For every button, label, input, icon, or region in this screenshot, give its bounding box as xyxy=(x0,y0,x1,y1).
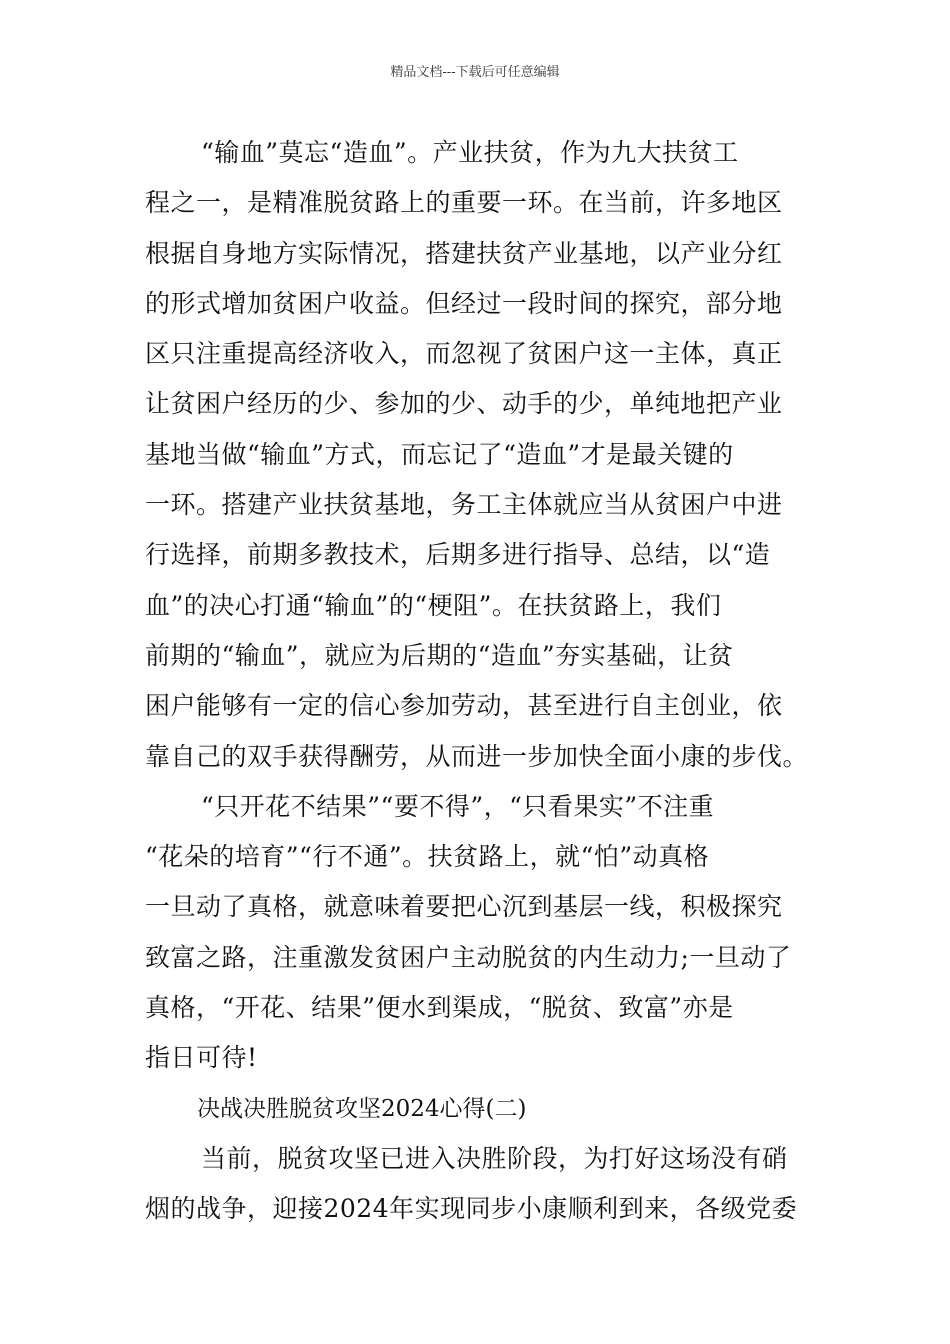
paragraph-line: “花朵的培育”“行不通”。扶贫路上，就“怕”动真格 xyxy=(145,842,710,872)
paragraph-line: 让贫困户经历的少、参加的少、动手的少，单纯地把产业 xyxy=(145,389,783,419)
paragraph-line: 致富之路，注重激发贫困户主动脱贫的内生动力;一旦动了 xyxy=(145,942,792,972)
paragraph-line: 指日可待! xyxy=(145,1043,258,1073)
paragraph-flower-fruit xyxy=(145,782,807,1084)
paragraph-line: “输血”莫忘“造血”。产业扶贫，作为九大扶贫工 xyxy=(201,138,739,167)
paragraph-line: 程之一，是精准脱贫路上的重要一环。在当前，许多地区 xyxy=(145,188,783,218)
paragraph-line: 困户能够有一定的信心参加劳动，甚至进行自主创业，依 xyxy=(145,691,783,721)
paragraph-blood-transfusion xyxy=(145,128,807,782)
paragraph-line: 靠自己的双手获得酬劳，从而进一步加快全面小康的步伐。 xyxy=(145,741,809,771)
paragraph-line: 的形式增加贫困户收益。但经过一段时间的探究，部分地 xyxy=(145,288,783,318)
paragraph-line: 区只注重提高经济收入，而忽视了贫困户这一主体，真正 xyxy=(145,339,783,369)
paragraph-line: 烟的战争，迎接2024年实现同步小康顺利到来，各级党委 xyxy=(145,1194,798,1224)
paragraph-line: “只开花不结果”“要不得”，“只看果实”不注重 xyxy=(201,791,715,821)
paragraph-line: 真格，“开花、结果”便水到渠成，“脱贫、致富”亦是 xyxy=(145,993,734,1023)
page-header: 精品文档---下载后可任意编辑 xyxy=(390,65,560,80)
paragraph-line: 血”的决心打通“输血”的“梗阻”。在扶贫路上，我们 xyxy=(145,590,722,620)
document-body xyxy=(145,128,807,1235)
paragraph-line: 一旦动了真格，就意味着要把心沉到基层一线，积极探究 xyxy=(145,892,783,922)
paragraph-line: 行选择，前期多教技术，后期多进行指导、总结，以“造 xyxy=(145,540,771,570)
paragraph-line: 一环。搭建产业扶贫基地，务工主体就应当从贫困户中进 xyxy=(145,490,783,520)
paragraph-closing xyxy=(145,1134,807,1235)
paragraph-line: 基地当做“输血”方式，而忘记了“造血”才是最关键的 xyxy=(145,439,734,469)
paragraph-line: 前期的“输血”，就应为后期的“造血”夯实基础，让贫 xyxy=(145,640,734,670)
paragraph-line: 当前，脱贫攻坚已进入决胜阶段，为打好这场没有硝 xyxy=(201,1143,788,1173)
section-title: 决战决胜脱贫攻坚2024心得(二) xyxy=(197,1095,527,1122)
paragraph-line: 根据自身地方实际情况，搭建扶贫产业基地，以产业分红 xyxy=(145,238,783,268)
